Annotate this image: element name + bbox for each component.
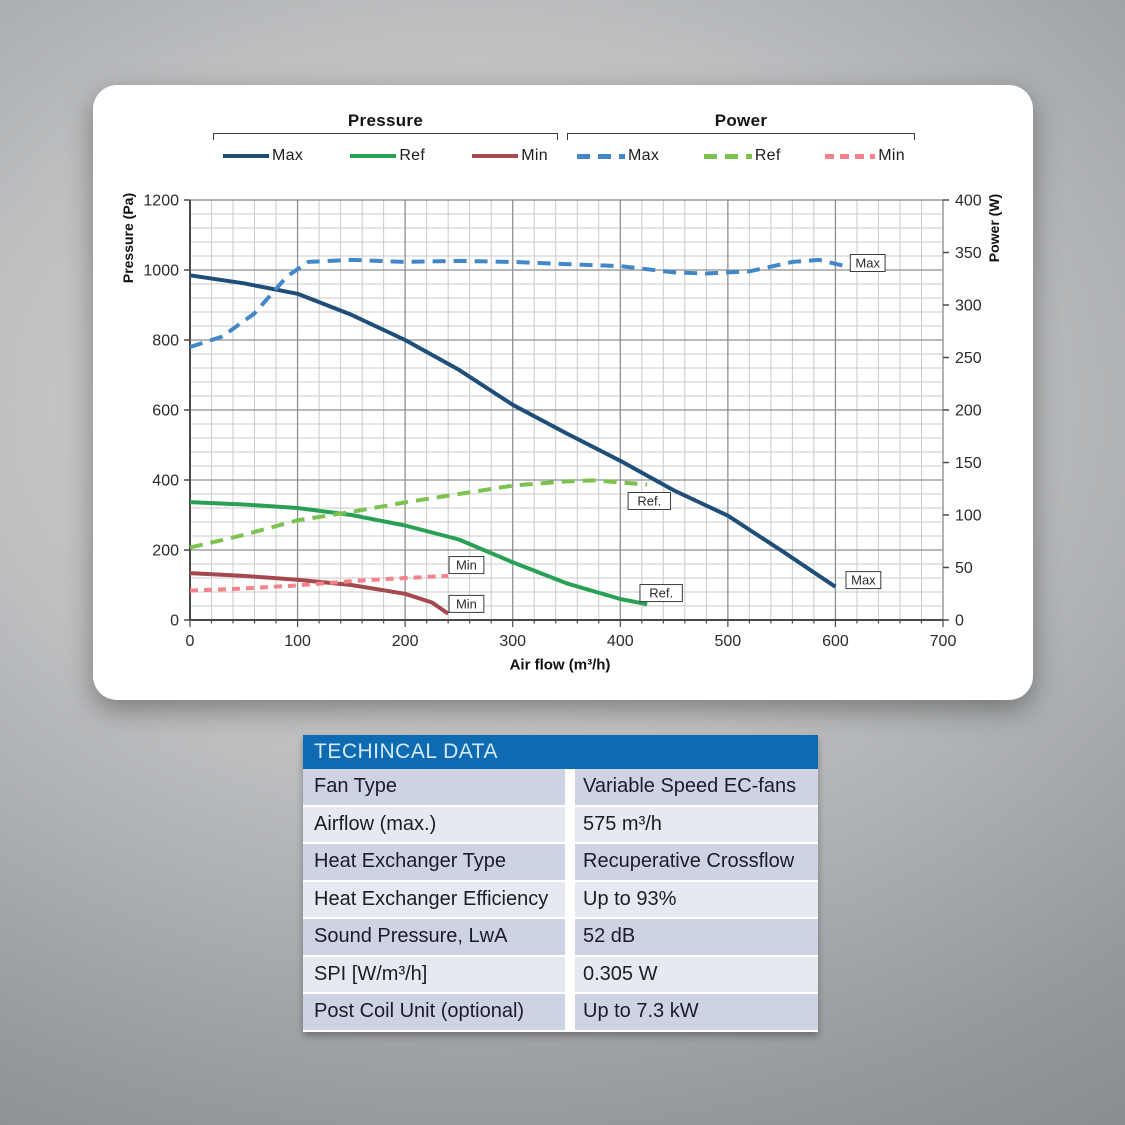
svg-text:150: 150 xyxy=(955,455,982,472)
legend-line-sample xyxy=(577,154,625,159)
table-row xyxy=(303,919,818,957)
legend-item-power-max xyxy=(577,147,659,165)
legend-item-pressure-ref xyxy=(350,147,425,165)
legend-title-power: Power xyxy=(714,111,768,130)
svg-text:1200: 1200 xyxy=(143,192,179,210)
svg-text:400: 400 xyxy=(606,633,634,650)
legend-item-label: Min xyxy=(878,147,905,164)
table-column-gap xyxy=(565,957,575,993)
table-column-gap xyxy=(565,919,575,955)
legend-item-label: Min xyxy=(521,147,548,164)
svg-text:600: 600 xyxy=(152,402,179,420)
table-row-value: Variable Speed EC-fans xyxy=(575,769,818,805)
power-axis-title: Power (W) xyxy=(986,193,1002,263)
legend-group-pressure xyxy=(213,111,558,165)
legend-item-power-min xyxy=(825,147,905,165)
svg-text:100: 100 xyxy=(284,633,311,650)
svg-text:300: 300 xyxy=(499,633,527,650)
legend-items-power xyxy=(567,147,915,165)
table-row-value: 575 m³/h xyxy=(575,807,818,843)
series-pressure-ref xyxy=(190,502,647,604)
table-row-label: SPI [W/m³/h] xyxy=(303,957,565,993)
table-row xyxy=(303,994,818,1032)
table-column-gap xyxy=(565,882,575,918)
legend-items-pressure xyxy=(213,147,558,165)
curve-label: Min xyxy=(455,596,477,612)
svg-text:500: 500 xyxy=(714,633,742,650)
table-row-label: Heat Exchanger Efficiency xyxy=(303,882,565,918)
legend-line-sample xyxy=(223,154,269,158)
legend-item-label: Max xyxy=(272,147,304,164)
table-row-label: Fan Type xyxy=(303,769,565,805)
svg-text:400: 400 xyxy=(955,192,982,210)
legend-item-pressure-max xyxy=(223,147,303,165)
svg-text:200: 200 xyxy=(955,402,982,420)
svg-text:0: 0 xyxy=(170,612,179,630)
svg-text:350: 350 xyxy=(955,245,982,262)
legend-line-sample xyxy=(825,154,875,159)
table-header: TECHINCAL DATA xyxy=(303,735,818,769)
svg-text:200: 200 xyxy=(391,633,419,650)
legend-item-label: Ref xyxy=(754,147,781,164)
table-row-value: 0.305 W xyxy=(575,957,818,993)
table-row-label: Sound Pressure, LwA xyxy=(303,919,565,955)
table-row-value: Up to 93% xyxy=(575,882,818,918)
legend-item-power-ref xyxy=(704,147,781,165)
svg-text:300: 300 xyxy=(955,297,982,315)
table-row-value: 52 dB xyxy=(575,919,818,955)
table-body xyxy=(303,769,818,1032)
legend-line-sample xyxy=(472,154,518,158)
legend-line-sample xyxy=(350,154,396,158)
table-column-gap xyxy=(565,807,575,843)
legend-bracket-pressure xyxy=(213,133,558,140)
table-row-value: Up to 7.3 kW xyxy=(575,994,818,1030)
legend-item-pressure-min xyxy=(472,147,548,165)
svg-text:0: 0 xyxy=(955,612,964,630)
svg-text:200: 200 xyxy=(152,542,179,560)
svg-text:100: 100 xyxy=(955,507,982,525)
table-row xyxy=(303,844,818,882)
table-column-gap xyxy=(565,769,575,805)
curve-label: Ref. xyxy=(637,493,662,509)
pressure-axis-title: Pressure (Pa) xyxy=(120,192,136,284)
curve-label: Min xyxy=(455,557,477,573)
series-power-ref xyxy=(190,480,647,547)
legend-item-label: Ref xyxy=(399,147,426,164)
svg-text:1000: 1000 xyxy=(143,262,179,280)
svg-text:800: 800 xyxy=(152,332,179,350)
svg-text:400: 400 xyxy=(152,472,179,490)
curve-label: Ref. xyxy=(649,585,674,601)
table-row-label: Post Coil Unit (optional) xyxy=(303,994,565,1030)
table-row xyxy=(303,957,818,995)
series-power-max xyxy=(190,260,845,347)
fan-performance-plot xyxy=(93,85,1033,700)
table-row xyxy=(303,769,818,807)
table-column-gap xyxy=(565,994,575,1030)
table-row-label: Airflow (max.) xyxy=(303,807,565,843)
legend-group-power xyxy=(567,111,915,165)
svg-text:600: 600 xyxy=(822,633,849,650)
chart-card xyxy=(93,85,1033,700)
svg-text:700: 700 xyxy=(929,633,957,650)
airflow-axis-title: Air flow (m³/h) xyxy=(509,656,611,674)
curve-label: Max xyxy=(851,572,876,588)
legend-title-pressure: Pressure xyxy=(347,111,424,130)
table-row-value: Recuperative Crossflow xyxy=(575,844,818,880)
table-row-label: Heat Exchanger Type xyxy=(303,844,565,880)
svg-text:0: 0 xyxy=(185,633,195,650)
table-row xyxy=(303,882,818,920)
technical-data-table xyxy=(303,735,818,1032)
legend-line-sample xyxy=(704,154,752,159)
table-row xyxy=(303,807,818,845)
curve-label: Max xyxy=(855,255,880,271)
legend-item-label: Max xyxy=(628,147,660,164)
table-column-gap xyxy=(565,844,575,880)
svg-text:250: 250 xyxy=(955,350,982,367)
legend-bracket-power xyxy=(567,133,915,140)
svg-text:50: 50 xyxy=(955,560,973,577)
